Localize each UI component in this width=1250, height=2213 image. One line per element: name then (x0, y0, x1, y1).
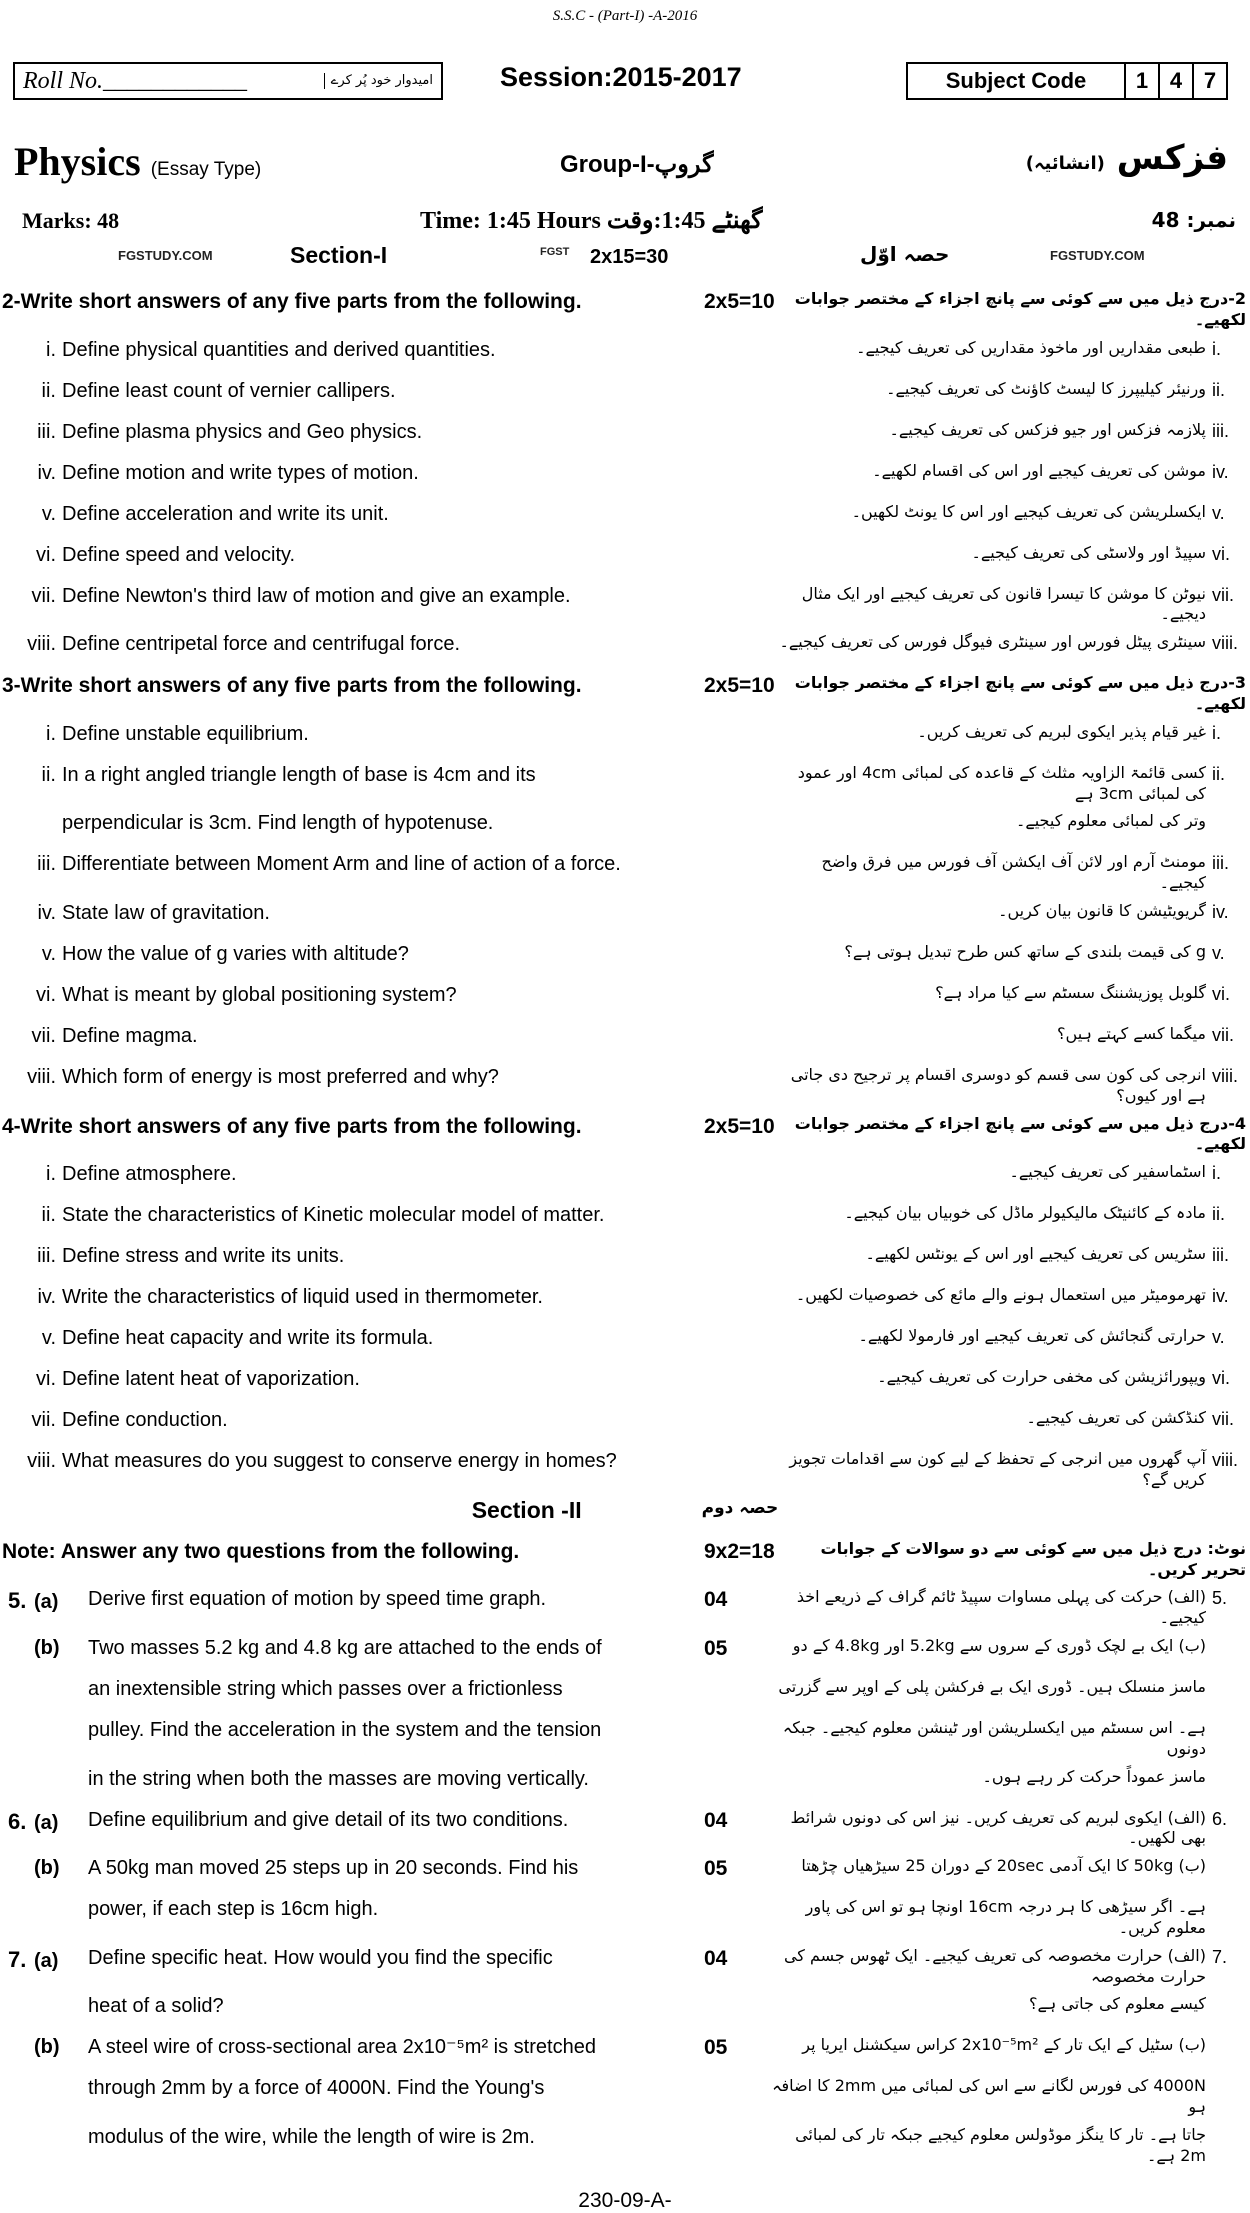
part-marks: 05 (704, 1636, 728, 1660)
item-text-urdu: سٹریس کی تعریف کیجیے اور اس کے یونٹس لکھیے۔ (865, 1244, 1206, 1264)
question-row (0, 1319, 1250, 1360)
question-text-urdu: کیسے معلوم کی جاتی ہے؟ (1029, 1994, 1206, 2014)
question-row (0, 1360, 1250, 1401)
note-row (0, 1532, 1250, 1581)
watermark: FGSTUDY.COM (1050, 248, 1145, 263)
question-heading: 4-Write short answers of any five parts from the following. (2, 1114, 582, 1138)
question-row (0, 1760, 1250, 1801)
time: Time: 1:45 Hours گھنٹے 1:45:وقت (420, 208, 763, 234)
question-label (0, 2035, 82, 2060)
note-urdu: نوٹ: درج ذیل میں سے کوئی سے دو سوالات کے جوابات تحریر کریں۔ (820, 1538, 1246, 1579)
item-number: i. (46, 1163, 56, 1186)
item-text-urdu: انرجی کی کون سی قسم کو دوسری اقسام پر ترجیح دی جاتی ہے اور کیوں؟ (790, 1064, 1206, 1105)
question-row (0, 1849, 1250, 1890)
question-row (0, 1017, 1250, 1058)
item-number: ii. (41, 379, 56, 402)
question-row (0, 1155, 1250, 1196)
question-row (0, 935, 1250, 976)
item-text: Define speed and velocity. (62, 543, 296, 566)
question-header (0, 282, 1250, 331)
item-text-urdu: اسٹماسفیر کی تعریف کیجیے۔ (1009, 1162, 1206, 1182)
question-part: (b) (34, 1636, 60, 1659)
question-label (0, 1718, 82, 1743)
question-marks: 2x5=10 (704, 290, 775, 313)
item-text-urdu: نیوٹن کا موشن کا تیسرا قانون کی تعریف کیجیے اور ایک مثال دیجیے۔ (801, 583, 1206, 624)
question-row (0, 804, 1250, 845)
item-text-urdu: ایکسلریشن کی تعریف کیجیے اور اس کا یونٹ لکھیں۔ (851, 501, 1206, 521)
question-text-urdu: (ب) ایک بے لچک ڈوری کے سروں سے 5.2kg اور 4.8kg کے دو (792, 1635, 1206, 1655)
item-text-urdu: پلازمہ فزکس اور جیو فزکس کی تعریف کیجیے۔ (889, 419, 1206, 439)
part-marks: 05 (704, 2036, 728, 2060)
item-text: Define Newton's third law of motion and give an example. (62, 584, 571, 607)
question-row (0, 756, 1250, 805)
paper-code: S.S.C - (Part-I) -A-2016 (552, 8, 698, 24)
item-number: iii. (37, 853, 56, 876)
question-row (0, 1670, 1250, 1711)
item-text-urdu: مادہ کے کائنیٹک مالیکیولر ماڈل کی خوبیاں بیان کیجیے۔ (844, 1203, 1206, 1223)
question-label (0, 1808, 82, 1836)
item-number: viii. (27, 633, 56, 656)
watermark: FGST (540, 246, 570, 258)
item-number: v. (41, 502, 56, 525)
question-row (0, 894, 1250, 935)
question-text-urdu: ماسز منسلک ہیں۔ ڈوری ایک بے فرکشن پلی کے اوپر سے گزرتی (778, 1676, 1206, 1696)
item-number-urdu: iii. (1212, 853, 1229, 874)
question-label (0, 1897, 82, 1922)
question-text: Define equilibrium and give detail of its two conditions. (88, 1808, 569, 1831)
item-number-urdu: i. (1212, 722, 1221, 743)
item-text-urdu: ویپورائزیشن کی مخفی حرارت کی تعریف کیجیے۔ (877, 1367, 1206, 1387)
question-row (0, 2028, 1250, 2069)
footer-code: 230-09-A- (578, 2188, 672, 2212)
question-heading-urdu: 3-درج ذیل میں سے کوئی سے پانچ اجزاء کے مختصر جوابات لکھیے۔ (794, 673, 1246, 713)
question-label (0, 1994, 82, 2019)
item-number: iii. (37, 420, 56, 443)
item-text: Define centripetal force and centrifugal force. (62, 633, 460, 656)
question-text-urdu: (الف) حرکت کی پہلی مساوات سپیڈ ٹائم گراف کے ذریعے اخذ کیجیے۔ (796, 1587, 1206, 1628)
item-text: How the value of g varies with altitude? (62, 942, 409, 965)
item-number: vii. (31, 1409, 56, 1432)
item-number-urdu: vii. (1212, 1409, 1234, 1430)
item-text: perpendicular is 3cm. Find length of hypotenuse. (62, 812, 494, 835)
question-text-urdu: (ب) 50kg کا ایک آدمی 20sec کے دوران 25 سیڑھیاں چڑھتا (801, 1856, 1206, 1876)
item-number: i. (46, 722, 56, 745)
item-text: State law of gravitation. (62, 901, 270, 924)
question-row (0, 577, 1250, 626)
question-header (0, 666, 1250, 715)
question-number: 6. (8, 1808, 27, 1834)
question-row (0, 625, 1250, 666)
item-number-urdu: iii. (1212, 420, 1229, 441)
question-row (0, 1580, 1250, 1629)
item-text-urdu: آپ گھروں میں انرجی کے تحفظ کے لیے کون سے اقدامات تجویز کریں گے؟ (789, 1449, 1206, 1489)
session: Session:2015-2017 (500, 62, 742, 92)
question-text: Derive first equation of motion by speed time graph. (88, 1588, 547, 1611)
item-text: Define latent heat of vaporization. (62, 1368, 360, 1391)
item-number: vii. (31, 584, 56, 607)
part-marks: 04 (704, 1808, 728, 1832)
item-number-urdu: i. (1212, 338, 1221, 359)
item-number-urdu: v. (1212, 502, 1225, 523)
item-text: Define least count of vernier callipers. (62, 379, 396, 402)
item-number: v. (41, 1327, 56, 1350)
question-row (0, 1711, 1250, 1760)
item-number: i. (46, 338, 56, 361)
item-number-urdu: ii. (1212, 379, 1225, 400)
question-marks: 2x5=10 (704, 1114, 775, 1138)
question-text-urdu: 4000N کی فورس لگانے سے اس کی لمبائی میں 2mm کا اضافہ ہو (772, 2076, 1206, 2117)
question-label (0, 1946, 82, 1974)
subject-code-digit: 7 (1192, 64, 1226, 98)
item-text: Define magma. (62, 1024, 198, 1047)
marks: Marks: 48 (22, 208, 120, 233)
item-text-urdu: سینٹری پیٹل فورس اور سینٹری فیوگل فورس کی تعریف کیجیے۔ (779, 632, 1206, 652)
urdu-title-text: فزکس (1116, 138, 1228, 178)
question-text-urdu: ماسز عموداً حرکت کر رہے ہوں۔ (982, 1766, 1206, 1786)
question-row (0, 1629, 1250, 1670)
item-number-urdu: vi. (1212, 983, 1230, 1004)
item-text: Differentiate between Moment Arm and line of action of a force. (62, 853, 621, 876)
item-text-urdu: گریویٹیشن کا قانون بیان کریں۔ (998, 900, 1206, 920)
question-text: through 2mm by a force of 4000N. Find the Young's (88, 2077, 545, 2100)
item-text: Which form of energy is most preferred and why? (62, 1065, 499, 1088)
question-text-urdu: (الف) ایکوی لبریم کی تعریف کریں۔ نیز اس کی دونوں شرائط بھی لکھیں۔ (790, 1807, 1206, 1848)
question-number-urdu: 6. (1212, 1808, 1228, 1829)
item-text-urdu: g کی قیمت بلندی کے ساتھ کس طرح تبدیل ہوتی ہے؟ (844, 941, 1206, 961)
item-number-urdu: ii. (1212, 763, 1225, 784)
question-number: 7. (8, 1946, 27, 1972)
subject-code-digit: 1 (1124, 64, 1158, 98)
question-text: an inextensible string which passes over a frictionless (88, 1677, 563, 1700)
question-text: A steel wire of cross-sectional area 2x10⁻⁵m² is stretched (88, 2036, 596, 2059)
item-text-urdu: گلوبل پوزیشننگ سسٹم سے کیا مراد ہے؟ (935, 982, 1206, 1002)
question-text: in the string when both the masses are moving vertically. (88, 1767, 589, 1790)
item-text-urdu: کنڈکشن کی تعریف کیجیے۔ (1026, 1408, 1206, 1428)
item-number: viii. (27, 1065, 56, 1088)
question-text: Define specific heat. How would you find the specific (88, 1946, 553, 1969)
question-row (0, 1939, 1250, 1988)
item-text-urdu: تھرمومیٹر میں استعمال ہونے والے مائع کی خصوصیات لکھیں۔ (795, 1285, 1206, 1305)
roll-urdu-note: امیدوار خود پُر کرے (324, 73, 433, 90)
section-2-title: Section -II (471, 1496, 582, 1523)
question-row (0, 331, 1250, 372)
item-text: Define stress and write its units. (62, 1245, 345, 1268)
section-2-urdu: حصہ دوم (701, 1497, 779, 1518)
urdu-marks: نمبر: 48 (1151, 208, 1236, 232)
question-row (0, 845, 1250, 894)
item-number: iv. (37, 461, 56, 484)
urdu-title-type: (انشائیہ) (1025, 153, 1105, 174)
question-row (0, 454, 1250, 495)
subject-code-box (906, 62, 1228, 100)
group: Group-I-گروپ (560, 151, 714, 178)
item-number: ii. (41, 763, 56, 786)
question-header (0, 1107, 1250, 1156)
question-number-urdu: 5. (1212, 1588, 1228, 1609)
question-text: Two masses 5.2 kg and 4.8 kg are attached to the ends of (88, 1636, 602, 1659)
title-type: (Essay Type) (150, 159, 262, 180)
item-text-urdu: میگما کسے کہتے ہیں؟ (1057, 1023, 1206, 1043)
question-part: (a) (34, 1949, 59, 1972)
item-text: Define heat capacity and write its formula. (62, 1327, 434, 1350)
question-row (0, 372, 1250, 413)
item-text: State the characteristics of Kinetic molecular model of matter. (62, 1204, 605, 1227)
item-text-urdu: مومنٹ آرم اور لائن آف ایکشن آف فورس میں فرق واضح کیجیے۔ (821, 852, 1206, 893)
item-number: viii. (27, 1450, 56, 1473)
item-text: Define physical quantities and derived quantities. (62, 338, 496, 361)
watermark: FGSTUDY.COM (118, 248, 213, 263)
question-row (0, 1987, 1250, 2028)
question-row (0, 495, 1250, 536)
question-row (0, 536, 1250, 577)
question-text-urdu: ہے۔ اگر سیڑھی کا ہر درجہ 16cm اونچا ہو تو اس کی پاور معلوم کریں۔ (805, 1897, 1206, 1937)
question-row (0, 1237, 1250, 1278)
roll-label: Roll No.____________ (23, 67, 248, 94)
part-marks: 04 (704, 1946, 728, 1970)
question-text: power, if each step is 16cm high. (88, 1898, 379, 1921)
item-number-urdu: vii. (1212, 584, 1234, 605)
note-marks: 9x2=18 (704, 1539, 775, 1563)
question-row (0, 2069, 1250, 2118)
question-heading: 2-Write short answers of any five parts from the following. (2, 290, 582, 313)
item-text: Define conduction. (62, 1409, 228, 1432)
question-label (0, 2125, 82, 2150)
question-text: modulus of the wire, while the length of wire is 2m. (88, 2125, 535, 2148)
item-text: Write the characteristics of liquid used in thermometer. (62, 1286, 543, 1309)
item-number: v. (41, 942, 56, 965)
item-number-urdu: iii. (1212, 1245, 1229, 1266)
item-number-urdu: ii. (1212, 1204, 1225, 1225)
question-rows (0, 282, 1250, 2167)
question-text-urdu: جاتا ہے۔ تار کا ینگز موڈولس معلوم کیجیے جبکہ تار کی لمبائی 2m ہے۔ (795, 2124, 1206, 2165)
question-row (0, 976, 1250, 1017)
item-text: Define unstable equilibrium. (62, 722, 309, 745)
item-number: vi. (36, 983, 56, 1006)
question-heading-urdu: 4-درج ذیل میں سے کوئی سے پانچ اجزاء کے مختصر جوابات لکھیے۔ (794, 1113, 1246, 1154)
subject-title (14, 138, 261, 185)
roll-number-box (13, 62, 443, 100)
question-text-urdu: (الف) حرارت مخصوصہ کی تعریف کیجیے۔ ایک ٹھوس جسم کی حرارت مخصوصہ (783, 1945, 1206, 1986)
question-text: pulley. Find the acceleration in the system and the tension (88, 1718, 602, 1741)
section-1-title: Section-I (290, 242, 388, 268)
item-number: vi. (36, 543, 56, 566)
note: Note: Answer any two questions from the following. (2, 1539, 520, 1563)
item-number-urdu: v. (1212, 942, 1225, 963)
question-number-urdu: 7. (1212, 1946, 1228, 1967)
item-text: In a right angled triangle length of base is 4cm and its (62, 763, 536, 786)
question-label (0, 2076, 82, 2101)
item-number-urdu: v. (1212, 1327, 1225, 1348)
question-row (0, 1058, 1250, 1107)
question-row (0, 1401, 1250, 1442)
item-text-urdu: ورنیئر کیلیپرز کا لیسٹ کاؤنٹ کی تعریف کیجیے۔ (886, 378, 1206, 398)
item-text-urdu: طبعی مقداریں اور ماخوذ مقداریں کی تعریف کیجیے۔ (856, 337, 1206, 357)
subject-code-label: Subject Code (945, 68, 1087, 93)
item-text: What measures do you suggest to conserve energy in homes? (62, 1450, 617, 1473)
question-label (0, 1767, 82, 1792)
item-text-urdu: وتر کی لمبائی معلوم کیجیے۔ (1015, 811, 1206, 831)
title-text: Physics (14, 139, 141, 184)
question-row (0, 1278, 1250, 1319)
item-number-urdu: viii. (1212, 1450, 1238, 1471)
item-number: iii. (37, 1245, 56, 1268)
question-part: (b) (34, 1857, 60, 1880)
item-number-urdu: viii. (1212, 1065, 1238, 1086)
item-number: vi. (36, 1368, 56, 1391)
item-text: Define acceleration and write its unit. (62, 502, 389, 525)
item-text-urdu: کسی قائمۃ الزاویہ مثلث کے قاعدہ کی لمبائی 4cm اور عمود کی لمبائی 3cm ہے (797, 762, 1206, 803)
question-row (0, 2118, 1250, 2167)
section-2-header (0, 1491, 1250, 1532)
question-text: heat of a solid? (88, 1995, 224, 2018)
item-number: iv. (37, 901, 56, 924)
question-label (0, 1677, 82, 1702)
item-text-urdu: سپیڈ اور ولاسٹی کی تعریف کیجیے۔ (971, 542, 1206, 562)
item-text-urdu: موشن کی تعریف کیجیے اور اس کی اقسام لکھیے۔ (872, 460, 1206, 480)
item-text: Define motion and write types of motion. (62, 461, 419, 484)
question-part: (a) (34, 1591, 59, 1614)
item-text: What is meant by global positioning system? (62, 983, 457, 1006)
question-text-urdu: (ب) سٹیل کے ایک تار کے 2x10⁻⁵m² کراس سیکشنل ایریا پر (802, 2035, 1206, 2055)
section-1-urdu: حصہ اوّل (860, 242, 950, 266)
item-number-urdu: i. (1212, 1163, 1221, 1184)
item-text: Define atmosphere. (62, 1163, 237, 1186)
question-heading-urdu: 2-درج ذیل میں سے کوئی سے پانچ اجزاء کے مختصر جوابات لکھیے۔ (794, 289, 1246, 329)
urdu-title (1026, 138, 1228, 178)
question-label (0, 1636, 82, 1661)
item-text-urdu: حرارتی گنجائش کی تعریف کیجیے اور فارمولا لکھیے۔ (858, 1326, 1206, 1346)
question-row (0, 715, 1250, 756)
subject-code-digit: 4 (1158, 64, 1192, 98)
question-part: (b) (34, 2036, 60, 2059)
item-number-urdu: iv. (1212, 461, 1229, 482)
question-number: 5. (8, 1588, 27, 1614)
item-number-urdu: vi. (1212, 1368, 1230, 1389)
paper-body (0, 282, 1250, 2213)
question-text: A 50kg man moved 25 steps up in 20 seconds. Find his (88, 1857, 579, 1880)
part-marks: 05 (704, 1857, 728, 1881)
item-number-urdu: vi. (1212, 543, 1230, 564)
item-number: iv. (37, 1286, 56, 1309)
question-row (0, 1890, 1250, 1939)
item-number-urdu: iv. (1212, 901, 1229, 922)
item-number-urdu: vii. (1212, 1024, 1234, 1045)
question-text-urdu: ہے۔ اس سسٹم میں ایکسلریشن اور ٹینشن معلوم کیجیے۔ جبکہ دونوں (782, 1717, 1206, 1758)
item-text-urdu: غیر قیام پذیر ایکوی لبریم کی تعریف کریں۔ (917, 721, 1206, 741)
item-number: vii. (31, 1024, 56, 1047)
question-part: (a) (34, 1811, 59, 1834)
item-number-urdu: viii. (1212, 633, 1238, 654)
question-marks: 2x5=10 (704, 674, 775, 698)
question-heading: 3-Write short answers of any five parts from the following. (2, 674, 582, 698)
item-number-urdu: iv. (1212, 1286, 1229, 1307)
question-label (0, 1587, 82, 1615)
question-label (0, 1856, 82, 1881)
item-text: Define plasma physics and Geo physics. (62, 420, 423, 443)
question-row (0, 1442, 1250, 1491)
question-row (0, 413, 1250, 454)
question-row (0, 1801, 1250, 1850)
section-1-marks: 2x15=30 (590, 246, 669, 268)
part-marks: 04 (704, 1588, 728, 1612)
item-number: ii. (41, 1204, 56, 1227)
question-row (0, 1196, 1250, 1237)
